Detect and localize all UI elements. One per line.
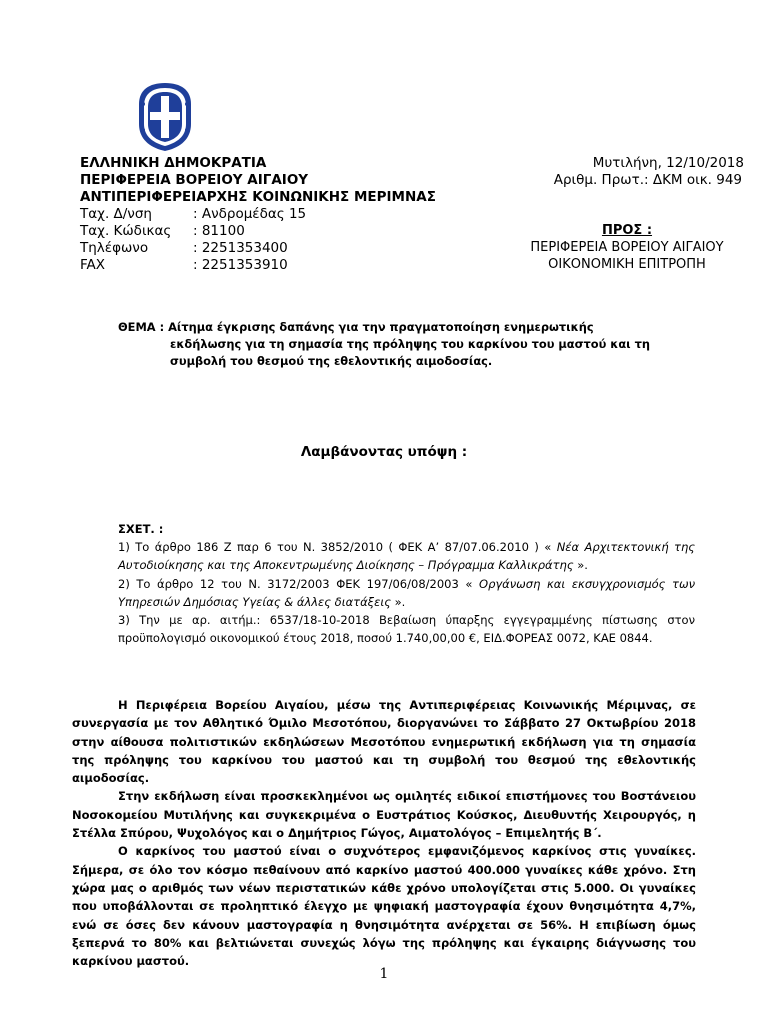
header-line-1: ΕΛΛΗΝΙΚΗ ΔΗΜΟΚΡΑΤΙΑ [80, 155, 267, 171]
subject [118, 319, 658, 370]
reference-end: ». [573, 558, 588, 573]
subject-line-1: ΘΕΜΑ : Αίτημα έγκρισης δαπάνης για την πραγματοποίηση ενημερωτικής [118, 320, 594, 334]
field-label: Τηλέφωνο [80, 240, 149, 256]
place-date: Μυτιλήνη, 12/10/2018 [592, 155, 744, 171]
references-heading: ΣΧΕΤ. : [118, 522, 164, 536]
recipient-line-2: ΟΙΚΟΝΟΜΙΚΗ ΕΠΙΤΡΟΠΗ [548, 257, 706, 272]
references [118, 520, 695, 647]
field-label: Ταχ. Κώδικας [80, 223, 172, 239]
greek-emblem-icon [133, 80, 197, 154]
body-paragraph-2: Στην εκδήλωση είναι προσκεκλημένοι ως ομιλητές ειδικοί επιστήμονες του Βοστάνειου Νοσοκομείου Μυτιλήνης και συγκεκριμένα ο Ευστράτιος Κούσκος, Διευθυντής Χειρουργός, η Στέλλα Σπύρου, Ψυχολόγος και ο Δημήτριος Γώγος, Αιματολόγος – Επιμελητής Β΄. [72, 789, 696, 841]
reference-end: ». [390, 594, 406, 609]
field-value: : 2251353400 [193, 240, 288, 256]
body-text [72, 696, 696, 970]
subject-line-2: εκδήλωσης για τη σημασία της πρόληψης του καρκίνου του μαστού και τη [170, 337, 650, 351]
subject-line-3: συμβολή του θεσμού της εθελοντικής αιμοδοσίας. [170, 354, 493, 368]
reference-item-2 [118, 575, 695, 611]
reference-text: 1) Το άρθρο 186 Ζ παρ 6 του Ν. 3852/2010 ( ΦΕΚ Α’ 87/07.06.2010 ) « [118, 540, 557, 555]
reference-item-3 [118, 611, 695, 647]
reference-title: Οργάνωση και εκσυγχρονισμός των Υπηρεσιών Δημόσιας Υγείας & άλλες διατάξεις [118, 576, 695, 609]
reference-text: 2) Το άρθρο 12 του Ν. 3172/2003 ΦΕΚ 197/06/08/2003 « [118, 576, 480, 591]
considering-heading: Λαμβάνοντας υπόψη : [300, 444, 468, 460]
body-paragraph-1: Η Περιφέρεια Βορείου Αιγαίου, μέσω της Αντιπεριφέρειας Κοινωνικής Μέριμνας, σε συνεργασία με τον Αθλητικό Όμιλο Μεσοτόπου, διοργανώνει το Σάββατο 27 Οκτωβρίου 2018 στην αίθουσα πολιτιστικών εκδηλώσεων Μεσοτόπου ενημερωτική εκδήλωση για τη σημασία της πρόληψης του καρκίνου του μαστού και τη συμβολή του θεσμού της εθελοντικής αιμοδοσίας. [72, 698, 696, 786]
field-label: FAX [80, 257, 106, 273]
field-value: : 2251353910 [193, 257, 288, 273]
recipient-line-1: ΠΕΡΙΦΕΡΕΙΑ ΒΟΡΕΙΟΥ ΑΙΓΑΙΟΥ [530, 240, 724, 255]
page-number: 1 [379, 966, 389, 982]
protocol-number: Αριθμ. Πρωτ.: ΔΚΜ οικ. 949 [553, 172, 742, 188]
field-label: Ταχ. Δ/νση [80, 206, 152, 222]
reference-item-1 [118, 538, 695, 574]
recipient-label: ΠΡΟΣ : [601, 223, 653, 238]
header-line-2: ΠΕΡΙΦΕΡΕΙΑ ΒΟΡΕΙΟΥ ΑΙΓΑΙΟΥ [80, 172, 309, 188]
header-line-3: ΑΝΤΙΠΕΡΙΦΕΡΕΙΑΡΧΗΣ ΚΟΙΝΩΝΙΚΗΣ ΜΕΡΙΜΝΑΣ [80, 189, 436, 205]
reference-title: Νέα Αρχιτεκτονική της Αυτοδιοίκησης και της Αποκεντρωμένης Διοίκησης – Πρόγραμμα Καλλικράτης [118, 540, 695, 573]
field-value: : Ανδρομέδας 15 [193, 206, 307, 222]
reference-text: 3) Την με αρ. αιτήμ.: 6537/18-10-2018 Βεβαίωση ύπαρξης εγγεγραμμένης πίστωσης στον προϋπολογισμό οικονομικού έτους 2018, ποσού 1.740,00,00 €, ΕΙΔ.ΦΟΡΕΑΣ 0072, ΚΑΕ 0844. [118, 613, 695, 646]
field-value: : 81100 [193, 223, 245, 239]
body-paragraph-3: Ο καρκίνος του μαστού είναι ο συχνότερος εμφανιζόμενος καρκίνος στις γυναίκες. Σήμερα, σε όλο τον κόσμο πεθαίνουν από καρκίνο μαστού 400.000 γυναίκες κάθε χρόνο. Στη χώρα μας ο αριθμός των νέων περιστατικών κάθε χρόνο υπολογίζεται στις 5.000. Οι γυναίκες που υποβάλλονται σε προληπτικό έλεγχο με ψηφιακή μαστογραφία έχουν θνησιμότητα 4,7%, ενώ σε όσες δεν κάνουν μαστογραφία η θνησιμότητα ανέρχεται σε 56%. Η επιβίωση όμως ξεπερνά το 80% και βελτιώνεται συνεχώς λόγω της πρόληψης και έγκαιρης διάγνωσης του καρκίνου μαστού. [72, 844, 696, 969]
